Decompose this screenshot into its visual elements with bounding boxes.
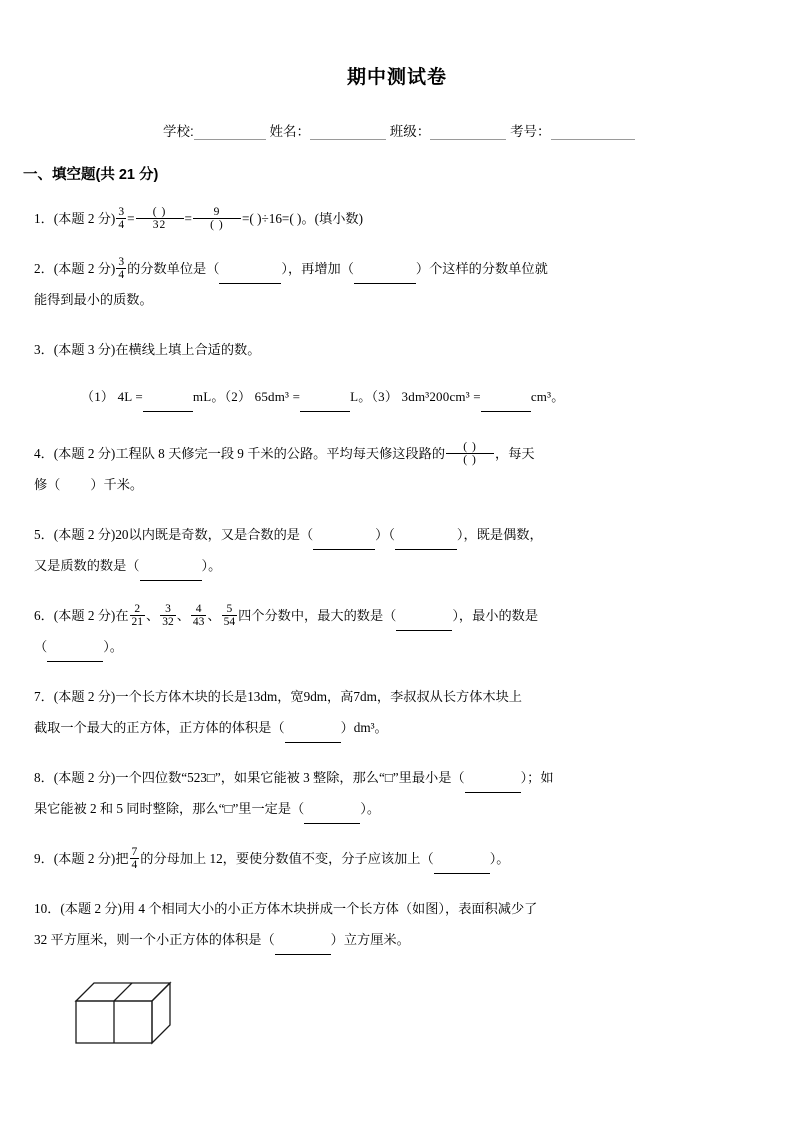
question-3-number: 3．: [34, 342, 54, 357]
question-5-text-b: ）（: [375, 527, 395, 542]
question-6-sep-3: 、: [207, 608, 221, 623]
student-info-line: [0, 120, 794, 140]
question-8: [0, 762, 794, 824]
question-5-text-a: 20以内既是奇数，又是合数的是（: [115, 527, 314, 542]
question-6-number: 6．: [34, 608, 54, 623]
class-label: 班级：: [389, 124, 431, 139]
question-5-blank-3[interactable]: [140, 568, 202, 581]
question-8-line-2-b: ）。: [360, 801, 381, 816]
question-3-sub-1-sep: 。: [211, 389, 225, 404]
page-title: 期中测试卷: [346, 67, 447, 88]
question-4-line-2-a: 修（: [34, 477, 61, 492]
question-2-blank-2[interactable]: [354, 271, 416, 284]
question-10-line-2: [34, 924, 760, 955]
question-7-text-a: 一个长方体木块的长是13dm，宽9dm，高7dm，李叔叔从长方体木块上: [115, 689, 522, 704]
question-9-number: 9．: [34, 851, 54, 866]
question-1-number: 1．: [34, 211, 54, 226]
question-3-sub-2-unit: L: [350, 389, 359, 404]
question-6-blank-1[interactable]: [396, 618, 452, 631]
question-6-fraction-2: $\frac{3}{32}$: [162, 602, 174, 628]
question-6-fraction-4: $\frac{5}{54}$: [223, 602, 236, 628]
question-1-operator: ÷16=: [261, 211, 290, 226]
question-1: [0, 203, 794, 234]
question-7-points: (本题 2 分): [53, 689, 116, 704]
question-10-line-2-a: 32 平方厘米，则一个小正方体的体积是（: [34, 932, 275, 947]
question-10-blank-1[interactable]: [275, 942, 331, 955]
question-6-text-b: 四个分数中，最大的数是（: [238, 608, 397, 623]
question-6-fraction-3: $\frac{4}{43}$: [192, 602, 205, 628]
question-6-sep-1: 、: [146, 608, 160, 623]
question-10-text-a: 用 4 个相同大小的小正方体木块拼成一个长方体（如图），表面积减少了: [121, 901, 538, 916]
question-9-points: (本题 2 分): [53, 851, 116, 866]
question-2-blank-1[interactable]: [219, 271, 281, 284]
question-8-text-a: 一个四位数“523□”，如果它能被 3 整除，那么“□”里最小是（: [115, 770, 465, 785]
question-6-line-2: [34, 631, 760, 662]
question-9-text-b: 的分母加上 12，要使分数值不变，分子应该加上（: [140, 851, 434, 866]
question-1-fraction-blank-over-32[interactable]: $\frac{( )}{32}$: [136, 206, 184, 232]
question-3-sub-2-label: （2）: [224, 389, 252, 404]
question-5-number: 5．: [34, 527, 54, 542]
question-9-text-c: ）。: [489, 851, 510, 866]
question-7-number: 7．: [34, 689, 54, 704]
question-10-number: 10．: [34, 901, 61, 916]
question-5-blank-1[interactable]: [313, 537, 375, 550]
question-8-points: (本题 2 分): [53, 770, 116, 785]
question-4-line-2-b: ）千米。: [90, 477, 144, 492]
question-9: [0, 843, 794, 874]
question-7-blank-1[interactable]: [285, 730, 341, 743]
class-blank[interactable]: [430, 125, 506, 140]
question-5-points: (本题 2 分): [53, 527, 116, 542]
question-8-text-b: ）；如: [520, 770, 554, 785]
question-8-line-2-a: 果它能被 2 和 5 同时整除，那么“□”里一定是（: [34, 801, 305, 816]
name-blank[interactable]: [310, 125, 386, 140]
question-5-line-2: [34, 550, 760, 581]
school-label: 学校:: [163, 124, 194, 139]
question-2-fraction-3-4: $\frac{3}{4}$: [118, 255, 125, 281]
name-label: 姓名：: [269, 124, 311, 139]
question-8-blank-1[interactable]: [465, 780, 521, 793]
question-1-equals-3: =: [241, 211, 250, 226]
question-2-points: (本题 2 分): [53, 261, 116, 276]
question-1-blank-1[interactable]: ( ): [249, 211, 262, 226]
cuboid-icon: [70, 977, 175, 1049]
question-4-points: (本题 2 分): [53, 446, 116, 461]
question-1-blank-2[interactable]: ( ): [289, 211, 302, 226]
question-2: [0, 253, 794, 315]
question-3-sub-items: [34, 381, 760, 412]
question-6-text-c: ），最小的数是: [452, 608, 539, 623]
question-3-sub-2-blank[interactable]: [300, 399, 350, 412]
question-10: [0, 893, 794, 1060]
question-6-text-a: 在: [115, 608, 129, 623]
question-7-line-2-a: 截取一个最大的正方体，正方体的体积是（: [34, 720, 285, 735]
question-10-line-2-b: ）立方厘米。: [330, 932, 410, 947]
question-8-line-2: [34, 793, 760, 824]
question-6-sep-2: 、: [176, 608, 190, 623]
question-3-sub-3-label: （3）: [371, 389, 399, 404]
question-6-blank-2[interactable]: [47, 649, 103, 662]
question-5-blank-2[interactable]: [395, 537, 457, 550]
question-7-line-2-b: ）dm³。: [340, 720, 388, 735]
question-5-line-2-a: 又是质数的数是（: [34, 558, 140, 573]
question-3-text: 在横线上填上合适的数。: [115, 342, 261, 357]
school-blank[interactable]: [194, 125, 266, 140]
question-1-fraction-9-over-blank[interactable]: $\frac{9}{( )}$: [193, 206, 241, 232]
question-6-points: (本题 2 分): [53, 608, 116, 623]
question-9-blank-1[interactable]: [434, 861, 490, 874]
question-9-fraction-7-4: $\frac{7}{4}$: [131, 845, 138, 871]
question-2-line-2: 能得到最小的质数。: [34, 292, 153, 307]
question-9-text-a: 把: [115, 851, 129, 866]
question-7-line-2: [34, 712, 760, 743]
question-4-fraction-blank-over-blank[interactable]: $\frac{( )}{( )}$: [446, 441, 494, 467]
exam-number-blank[interactable]: [551, 125, 635, 140]
question-10-points: (本题 2 分): [60, 901, 122, 916]
question-6-line-2-a: （: [34, 639, 48, 654]
question-6: [0, 600, 794, 662]
question-4-text-a: 工程队 8 天修完一段 9 千米的公路。平均每天修这段路的: [115, 446, 446, 461]
question-3-sub-3-blank[interactable]: [481, 399, 531, 412]
question-3-sub-1-label: （1）: [81, 389, 115, 404]
question-1-equals-1: =: [127, 211, 135, 226]
question-8-blank-2[interactable]: [304, 811, 360, 824]
question-4-number: 4．: [34, 446, 54, 461]
question-3-sub-2-expr: 65dm³ =: [254, 389, 301, 404]
question-10-figure-cuboid-of-four-cubes: [34, 977, 760, 1060]
question-2-text-a: 的分数单位是（: [127, 261, 220, 276]
question-3: [0, 334, 794, 412]
question-2-text-b: ），再增加（: [281, 261, 354, 276]
question-3-sub-3-unit: cm³: [530, 389, 552, 404]
question-3-sub-3-expr: 3dm³200cm³ =: [401, 389, 481, 404]
question-6-line-2-b: ）。: [103, 639, 123, 654]
question-1-tail: 。(填小数): [301, 211, 363, 226]
question-1-equals-2: =: [184, 211, 192, 226]
question-5-line-2-b: ）。: [201, 558, 222, 573]
question-7: [0, 681, 794, 743]
question-3-sub-1-unit: mL: [192, 389, 212, 404]
question-1-points: (本题 2 分): [53, 211, 116, 226]
question-2-number: 2．: [34, 261, 54, 276]
question-1-fraction-3-4: $\frac{3}{4}$: [118, 205, 125, 231]
question-4-text-b: ，每天: [495, 446, 535, 461]
question-8-number: 8．: [34, 770, 54, 785]
question-3-sub-3-sep: 。: [551, 389, 565, 404]
question-3-sub-2-sep: 。: [358, 389, 372, 404]
question-5-text-c: ），既是偶数，: [456, 527, 543, 542]
question-2-text-c: ）个这样的分数单位就: [415, 261, 548, 276]
section-heading-fill-in-blanks: 一、填空题(共 21 分): [23, 167, 159, 183]
question-4: [0, 438, 794, 500]
question-3-sub-1-expr: 4L =: [117, 389, 143, 404]
exam-number-label: 考号：: [510, 124, 551, 139]
question-3-sub-1-blank[interactable]: [143, 399, 193, 412]
question-4-line-2: [34, 469, 760, 500]
question-3-points: (本题 3 分): [53, 342, 116, 357]
question-5: [0, 519, 794, 581]
question-6-fraction-1: $\frac{2}{21}$: [131, 602, 144, 628]
